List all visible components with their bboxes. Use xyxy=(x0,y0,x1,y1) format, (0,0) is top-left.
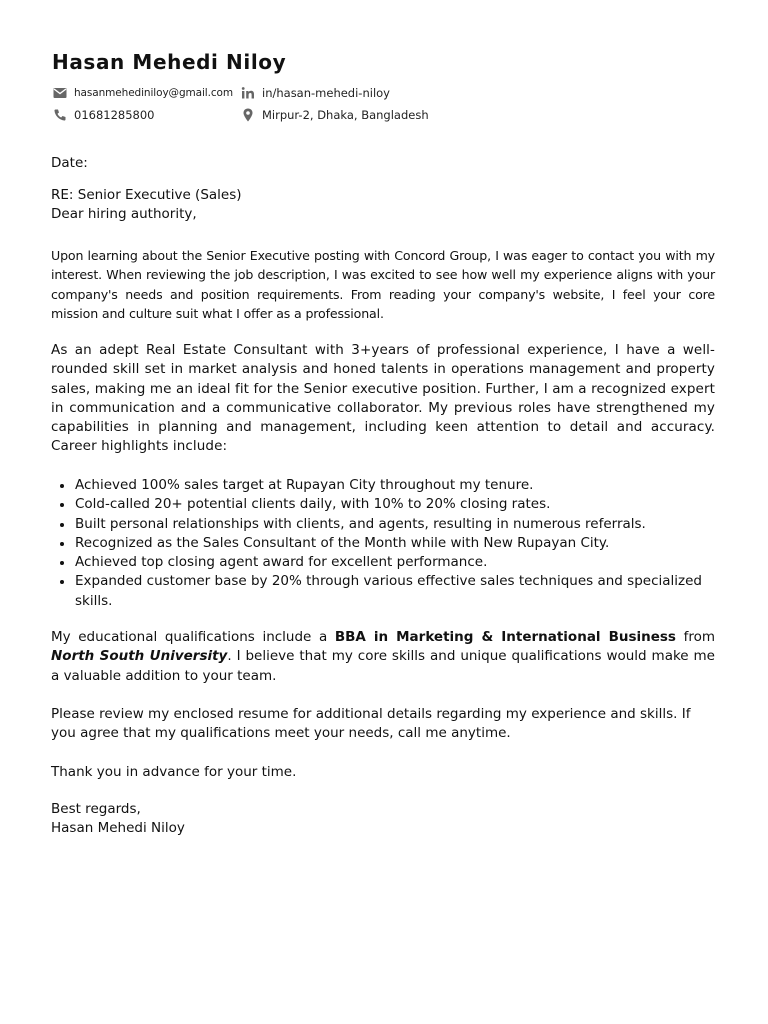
contact-email[interactable] xyxy=(52,85,233,101)
intro-paragraph: Upon learning about the Senior Executive posting with Concord Group, I was eager to contact you with my interest. When reviewing the job description, I was excited to see how well my experience aligns with your company's needs and position requirements. From reading your company's website, I feel your core mission and culture suit what I offer as a professional. xyxy=(51,248,715,321)
thanks-paragraph: Thank you in advance for your time. xyxy=(51,764,297,780)
education-from: from xyxy=(675,629,716,645)
list-item: Recognized as the Sales Consultant of the Month while with New Rupayan City. xyxy=(75,534,715,553)
date-label: Date: xyxy=(51,155,88,171)
applicant-name: Hasan Mehedi Niloy xyxy=(52,50,287,74)
location-pin-icon xyxy=(240,107,256,123)
list-item: Cold-called 20+ potential clients daily, with 10% to 20% closing rates. xyxy=(75,495,715,514)
email-text: hasanmehediniloy@gmail.com xyxy=(74,87,233,99)
list-item: Achieved 100% sales target at Rupayan City throughout my tenure. xyxy=(75,476,715,495)
university-name: North South University xyxy=(51,648,228,665)
career-highlights-list xyxy=(51,476,715,611)
signature-name: Hasan Mehedi Niloy xyxy=(51,820,185,836)
education-intro: My educational qualifications include a xyxy=(51,629,335,645)
salutation: Dear hiring authority, xyxy=(51,206,197,222)
email-icon xyxy=(52,85,68,101)
closing: Best regards, xyxy=(51,801,141,817)
list-item: Achieved top closing agent award for excellent performance. xyxy=(75,553,715,572)
contact-phone[interactable] xyxy=(52,107,154,123)
experience-paragraph: As an adept Real Estate Consultant with 3+years of professional experience, I have a well-rounded skill set in market analysis and honed talents in operations management and property sales, making me an ideal fit for the Senior executive position. Further, I am a recognized expert in communication and a communicative collaborator. My previous roles have strengthened my capabilities in planning and management, including keen attention to detail and accuracy. Career highlights include: xyxy=(51,342,715,455)
education-paragraph xyxy=(51,628,715,686)
education-outro: . I believe that my core skills and unique qualifications would make me a valuable addition to your team. xyxy=(51,648,715,684)
list-item: Expanded customer base by 20% through various effective sales techniques and specialized skills. xyxy=(75,572,715,611)
degree-name: BBA in Marketing & International Business xyxy=(334,629,676,645)
linkedin-text: in/hasan-mehedi-niloy xyxy=(262,86,390,100)
phone-icon xyxy=(52,107,68,123)
resume-paragraph: Please review my enclosed resume for additional details regarding my experience and skills. If you agree that my qualifications meet your needs, call me anytime. xyxy=(51,706,691,742)
linkedin-icon xyxy=(240,85,256,101)
subject-line: RE: Senior Executive (Sales) xyxy=(51,187,242,203)
contact-location xyxy=(240,107,429,123)
phone-text: 01681285800 xyxy=(74,108,155,122)
list-item: Built personal relationships with clients, and agents, resulting in numerous referrals. xyxy=(75,515,715,534)
contact-linkedin[interactable] xyxy=(240,85,390,101)
location-text: Mirpur-2, Dhaka, Bangladesh xyxy=(262,108,429,122)
